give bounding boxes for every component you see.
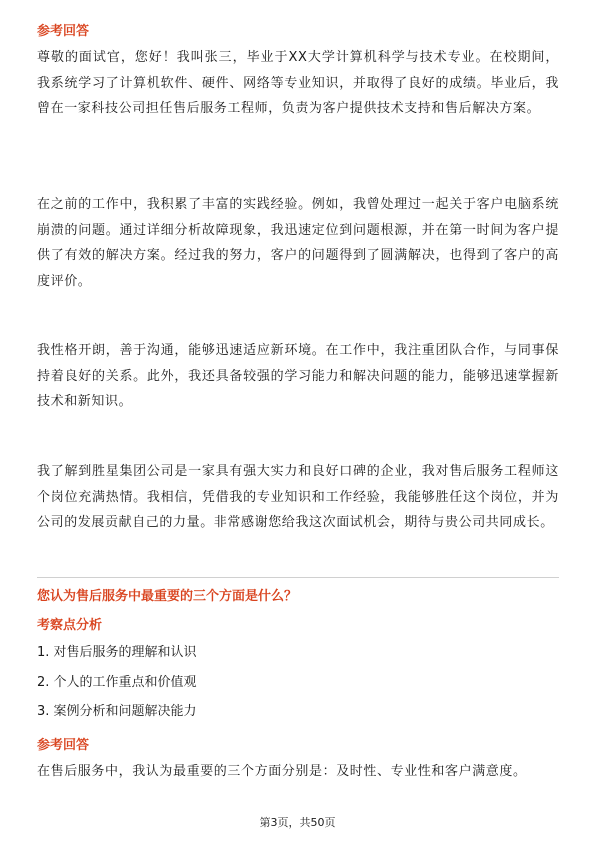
question-heading: 您认为售后服务中最重要的三个方面是什么？ bbox=[37, 589, 298, 604]
personality-paragraph: 我性格开朗，善于沟通，能够迅速适应新环境。在工作中，我注重团队合作，与同事保持着良好的关系。此外，我还具备较强的学习能力和解决问题的能力，能够迅速掌握新技术和新知识。 bbox=[37, 343, 559, 409]
answer-heading-2: 参考回答 bbox=[37, 738, 90, 753]
page-number: 第3页，共50页 bbox=[259, 816, 336, 829]
analysis-item: 2. 个人的工作重点和价值观 bbox=[37, 675, 197, 690]
intro-paragraph: 尊敬的面试官，您好！我叫张三，毕业于XX大学计算机科学与技术专业。在校期间，我系统学习了计算机软件、硬件、网络等专业知识，并取得了良好的成绩。毕业后，我曾在一家科技公司担任售后服务工程师，负责为客户提供技术支持和售后解决方案。 bbox=[37, 50, 559, 116]
experience-paragraph: 在之前的工作中，我积累了丰富的实践经验。例如，我曾处理过一起关于客户电脑系统崩溃的问题。通过详细分析故障现象，我迅速定位到问题根源，并在第一时间为客户提供了有效的解决方案。经过我的努力，客户的问题得到了圆满解决，也得到了客户的高度评价。 bbox=[37, 197, 559, 289]
answer-paragraph: 在售后服务中，我认为最重要的三个方面分别是：及时性、专业性和客户满意度。 bbox=[37, 764, 527, 779]
analysis-item: 3. 案例分析和问题解决能力 bbox=[37, 704, 197, 719]
section-divider bbox=[37, 577, 559, 578]
closing-paragraph: 我了解到胜星集团公司是一家具有强大实力和良好口碑的企业，我对售后服务工程师这个岗位充满热情。我相信，凭借我的专业知识和工作经验，我能够胜任这个岗位，并为公司的发展贡献自己的力量。非常感谢您给我这次面试机会，期待与贵公司共同成长。 bbox=[37, 464, 559, 530]
analysis-item: 1. 对售后服务的理解和认识 bbox=[37, 645, 197, 660]
answer-heading: 参考回答 bbox=[37, 24, 90, 39]
analysis-heading: 考察点分析 bbox=[37, 618, 103, 633]
